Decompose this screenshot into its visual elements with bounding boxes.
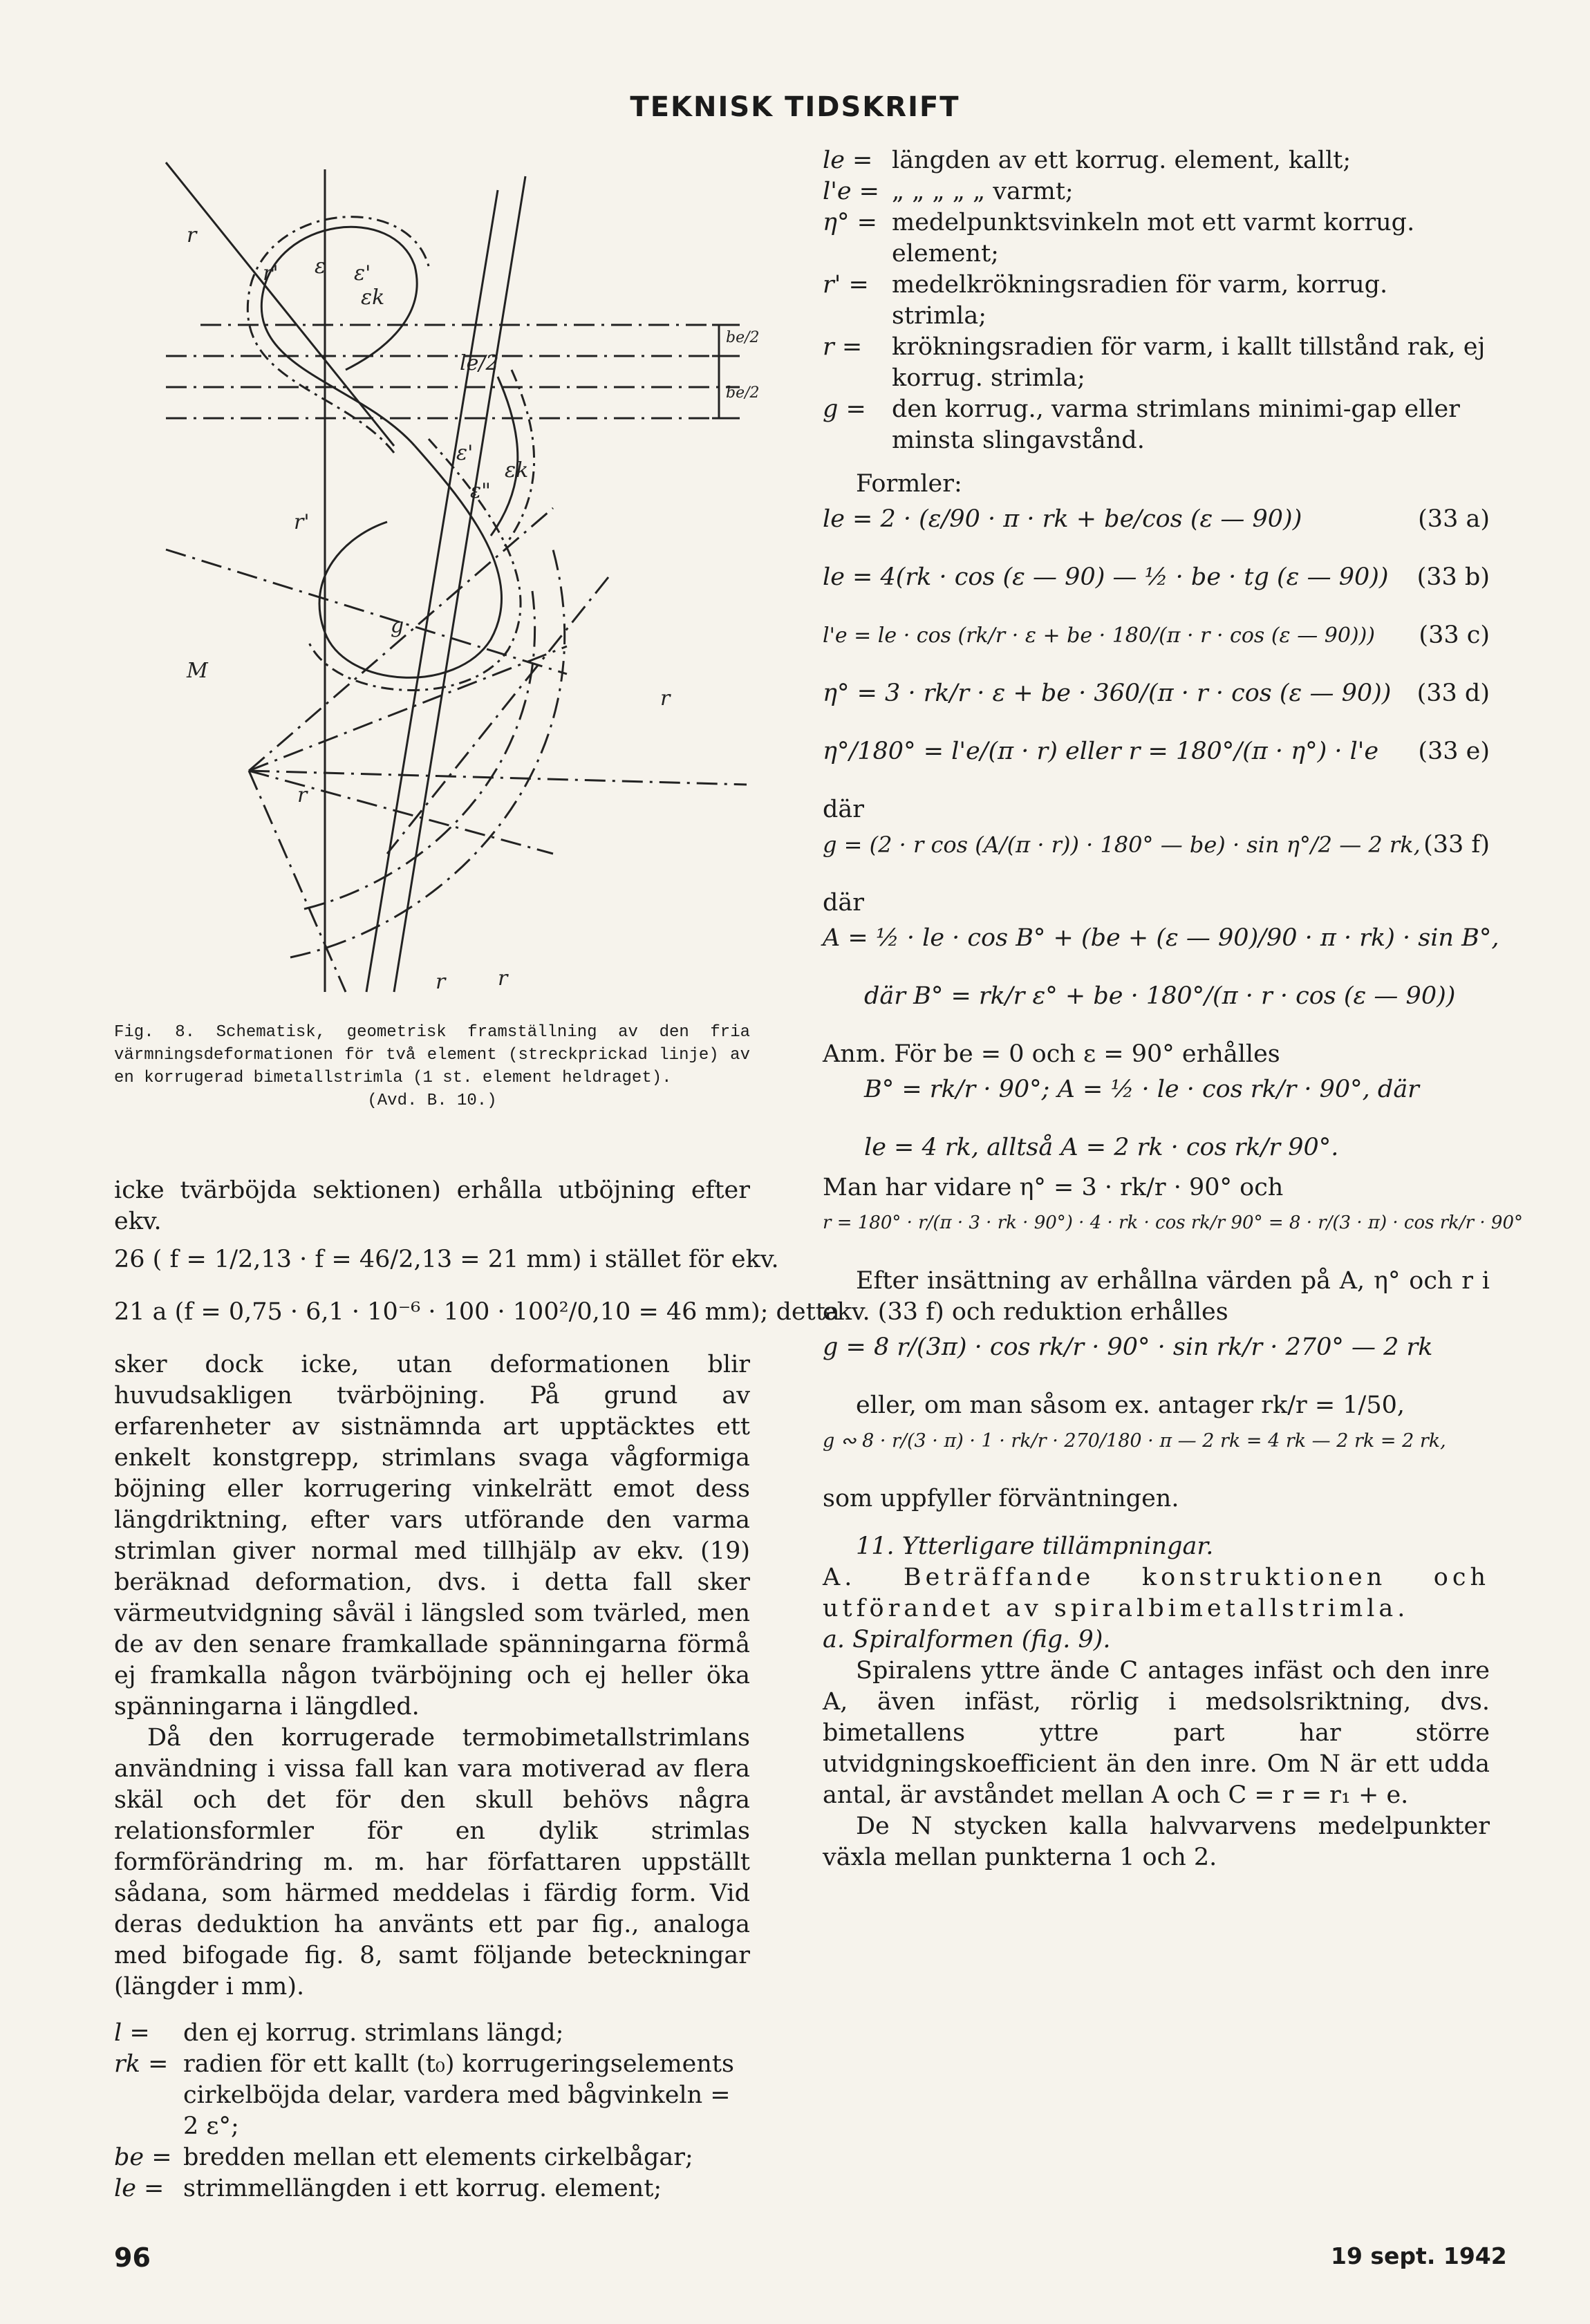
paragraph: Då den korrugerade termobimetallstrimlans användning i vissa fall kan vara motiverad av flera skäl och det för den skull behövs några relationsformler för en dylik strimlas formförändring m. m. har författaren uppställt sådana, som härmed meddelas i färdig form. Vid deras deduktion ha använts ett par fig., analoga med bifogade fig. 8, samt följande beteckningar (längder i mm). <box>114 1724 750 2000</box>
fig-label: g <box>391 614 404 638</box>
fig-label: ε <box>315 254 326 279</box>
fig-label: r <box>436 970 446 994</box>
equation-r <box>823 1208 1523 1262</box>
equation-body: l'e = le · cos (rk/r · ε + be · 180/(π · r · cos (ε — 90))) <box>823 624 1376 648</box>
equation-number: (33 c) <box>1419 621 1490 649</box>
equation-33a <box>823 504 1490 558</box>
definition <box>823 176 1490 207</box>
definition <box>823 207 1490 270</box>
equation-body: B° = rk/r · 90°; A = ½ · le · cos rk/r · 90°, där <box>864 1076 1419 1103</box>
def-text: medelkrökningsradien för varm, korrug. strimla; <box>892 271 1388 330</box>
fig-label: r <box>660 686 671 711</box>
issue-date: 19 sept. 1942 <box>1331 2242 1507 2269</box>
def-text: den korrug., varma strimlans minimi-gap eller minsta slingavstånd. <box>892 395 1460 454</box>
fig-label: be/2 <box>726 329 760 346</box>
fig-label: ε' <box>456 441 474 465</box>
text-dar: där <box>823 796 865 823</box>
def-symbol: r = <box>823 333 863 361</box>
def-symbol: le = <box>823 147 873 174</box>
def-text: längden av ett korrug. element, kallt; <box>892 147 1352 174</box>
equation-body: η° = 3 · rk/r · ε + be · 360/(π · r · cos (ε — 90)) <box>823 680 1392 707</box>
definition <box>823 145 1490 176</box>
equation-B <box>823 981 1490 1035</box>
fig-label: r' <box>294 510 310 534</box>
definition <box>823 394 1490 456</box>
paragraph: eller, om man såsom ex. antager rk/r = 1/50, <box>856 1391 1405 1419</box>
def-symbol: l'e = <box>823 178 879 205</box>
subsection-heading: a. Spiralformen (fig. 9). <box>823 1626 1111 1653</box>
equation-33d <box>823 678 1490 732</box>
fig-label: εk <box>361 285 385 310</box>
caption-ref: (Avd. B. 10.) <box>367 1091 497 1110</box>
definition <box>114 2049 750 2142</box>
equation-body: le = 4(rk · cos (ε — 90) — ½ · be · tg (ε — 90)) <box>823 563 1389 591</box>
figure-caption <box>114 1021 750 1112</box>
def-text: medelpunktsvinkeln mot ett varmt korrug. element; <box>892 209 1415 268</box>
definition <box>114 2018 750 2049</box>
equation-number: (33 f) <box>1423 831 1490 859</box>
equation-number: (33 e) <box>1418 738 1490 765</box>
equation-g2 <box>823 1332 1490 1386</box>
paragraph: Efter insättning av erhållna värden på A, η° och r i ekv. (33 f) och reduktion erhålles <box>823 1267 1490 1326</box>
fig-label: M <box>187 659 208 683</box>
definition <box>114 2142 750 2173</box>
paragraph: De N stycken kalla halvvarvens medelpunkter växla mellan punkterna 1 och 2. <box>823 1812 1490 1871</box>
left-column <box>114 1175 840 2204</box>
equation-body: 26 ( f = 1/2,13 · f = 46/2,13 = 21 mm) i stället för ekv. <box>114 1246 779 1273</box>
section-heading: 11. Ytterligare tillämpningar. <box>856 1533 1214 1560</box>
def-symbol: rk = <box>114 2050 169 2078</box>
page-number: 96 <box>114 2242 151 2273</box>
equation-body: 21 a (f = 0,75 · 6,1 · 10⁻⁶ · 100 · 100²/0,10 = 46 mm); detta <box>114 1298 840 1326</box>
equation-body: A = ½ · le · cos B° + (be + (ε — 90)/90 · π · rk) · sin B°, <box>823 924 1499 952</box>
equation <box>114 1297 840 1345</box>
definition <box>823 270 1490 332</box>
equation-g3 <box>823 1425 1490 1479</box>
def-symbol: η° = <box>823 209 877 236</box>
fig-label: ε" <box>470 479 491 503</box>
def-symbol: r' = <box>823 271 869 299</box>
fig-label: be/2 <box>726 384 760 402</box>
equation-body: där B° = rk/r ε° + be · 180°/(π · r · cos (ε — 90)) <box>864 982 1456 1010</box>
def-text: „ „ „ „ „ varmt; <box>892 178 1074 205</box>
equation-33e <box>823 736 1490 790</box>
fig-label: r <box>498 966 508 991</box>
equation-anm-2 <box>823 1132 1490 1168</box>
definition <box>114 2173 750 2204</box>
caption-text: Fig. 8. Schematisk, geometrisk framställning av den fria värmningsdeformationen för två element (streckprickad linje) av en korrugerad bimetallstrimla (1 st. element heldraget). <box>114 1023 750 1087</box>
equation-number: (33 a) <box>1418 505 1490 533</box>
equation-body: g = 8 r/(3π) · cos rk/r · 90° · sin rk/r · 270° — 2 rk <box>823 1333 1433 1361</box>
paragraph: som uppfyller förväntningen. <box>823 1485 1179 1512</box>
def-text: den ej korrug. strimlans längd; <box>183 2019 564 2047</box>
figure-8-diagram <box>166 162 760 1013</box>
subsection-heading: A. Beträffande konstruktionen och utförandet av spiralbimetallstrimla. <box>823 1564 1490 1622</box>
right-column <box>823 145 1523 1873</box>
fig-label: ε' <box>354 261 371 285</box>
fig-label: r <box>187 223 197 247</box>
equation-33c <box>823 620 1490 674</box>
equation-body: g = (2 · r cos (A/(π · r)) · 180° — be) · sin η°/2 — 2 rk, <box>823 832 1421 858</box>
equation-33b <box>823 562 1490 616</box>
journal-title: TEKNISK TIDSKRIFT <box>630 91 960 123</box>
paragraph: sker dock icke, utan deformationen blir huvudsakligen tvärböjning. På grund av erfarenheter av sistnämnda art upptäcktes ett enkelt konstgrepp, strimlans svaga vågformiga böjning eller korrugering vinkelrätt emot dess längdriktning, efter vars utförande den varma strimlan giver normal med tillhjälp av ekv. (19) beräknad deformation, dvs. i detta fall sker värmeutvidgning såväl i längsled som tvärled, men de av den senare framkallade spänningarna förmå ej framkalla någon tvärböjning och ej heller öka spänningarna i längdled. <box>114 1351 750 1721</box>
equation-body: r = 180° · r/(π · 3 · rk · 90°) · 4 · rk · cos rk/r 90° = 8 · r/(3 · π) · cos rk/r · 90° <box>823 1212 1523 1233</box>
fig-label: εk <box>505 458 529 482</box>
formulas-heading: Formler: <box>856 470 962 498</box>
fig-label: le/2 <box>460 351 499 375</box>
equation-33f <box>823 830 1490 883</box>
paragraph: icke tvärböjda sektionen) erhålla utböjning efter ekv. <box>114 1177 750 1235</box>
equation-body: g ∾ 8 · r/(3 · π) · 1 · rk/r · 270/180 · π — 2 rk = 4 rk — 2 rk = 2 rk, <box>823 1430 1446 1452</box>
equation <box>114 1244 779 1293</box>
def-text: strimmellängden i ett korrug. element; <box>183 2175 662 2202</box>
equation-body: le = 4 rk, alltså A = 2 rk · cos rk/r 90°. <box>864 1134 1339 1161</box>
fig-label: r' <box>263 261 279 285</box>
def-text: radien för ett kallt (t₀) korrugeringselements cirkelböjda delar, vardera med bågvinkeln = 2 ε°; <box>183 2050 734 2140</box>
paragraph: Man har vidare η° = 3 · rk/r · 90° och <box>823 1174 1284 1201</box>
def-text: bredden mellan ett elements cirkelbågar; <box>183 2144 693 2171</box>
annotation: Anm. För be = 0 och ε = 90° erhålles <box>823 1040 1280 1068</box>
def-symbol: le = <box>114 2175 165 2202</box>
fig-label: r <box>297 783 308 807</box>
equation-anm-1 <box>823 1074 1490 1128</box>
def-symbol: g = <box>823 395 866 423</box>
equation-A <box>823 923 1499 977</box>
definition <box>823 332 1490 394</box>
equation-body: η°/180° = l'e/(π · r) eller r = 180°/(π · η°) · l'e <box>823 738 1379 765</box>
def-text: krökningsradien för varm, i kallt tillstånd rak, ej korrug. strimla; <box>892 333 1486 392</box>
def-symbol: l = <box>114 2019 150 2047</box>
equation-number: (33 b) <box>1416 563 1490 591</box>
text-dar: där <box>823 889 865 917</box>
equation-body: le = 2 · (ε/90 · π · rk + be/cos (ε — 90)) <box>823 505 1302 533</box>
equation-number: (33 d) <box>1416 680 1490 707</box>
def-symbol: be = <box>114 2144 172 2171</box>
paragraph: Spiralens yttre ände C antages infäst och den inre A, även infäst, rörlig i medsolsriktning, dvs. bimetallens yttre part har större utvidgningskoefficient än den inre. Om N är ett udda antal, är avståndet mellan A och C = r = r₁ + e. <box>823 1657 1490 1809</box>
